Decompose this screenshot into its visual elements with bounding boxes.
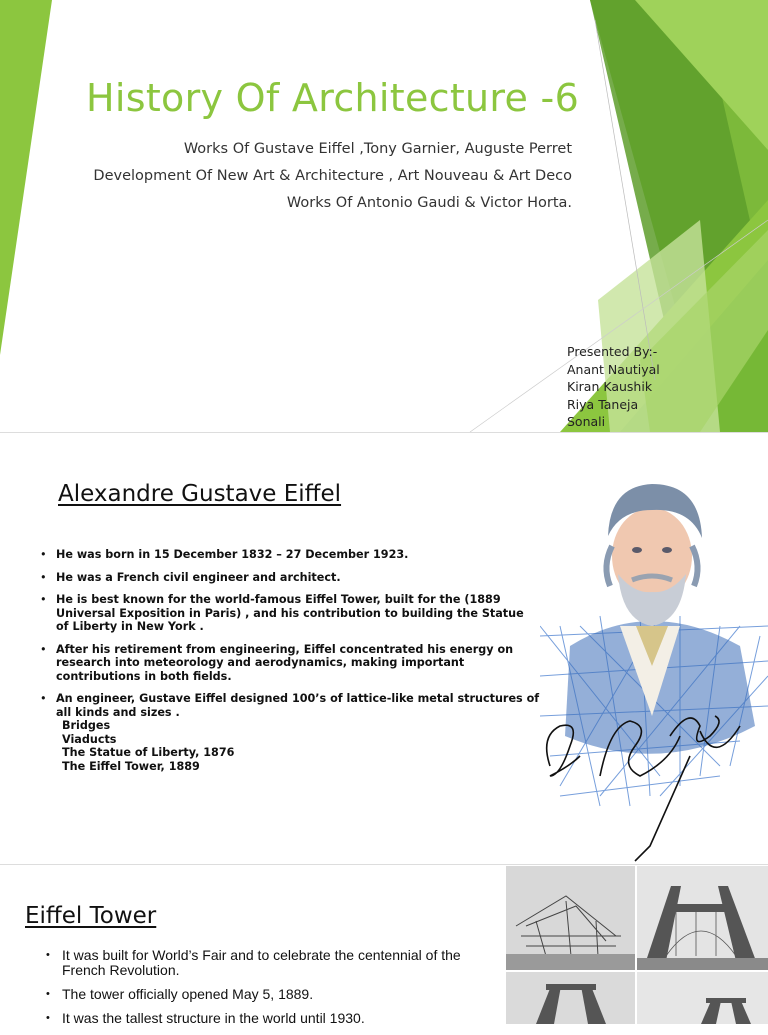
subtitle-line: Works Of Gustave Eiffel ,Tony Garnier, Auguste Perret <box>183 141 572 157</box>
presenter-name: Sonali <box>567 414 606 429</box>
gustave-eiffel-portrait <box>540 476 768 866</box>
structures-list <box>56 719 540 773</box>
presented-by-label: Presented By:- <box>567 344 658 359</box>
structure-item: The Eiffel Tower, 1889 <box>62 759 200 773</box>
slide-heading: Eiffel Tower <box>25 903 157 929</box>
tower-bullet-list <box>46 948 486 1035</box>
list-item: • He was born in 15 December 1832 – 27 December 1923. <box>40 548 540 562</box>
list-item: • It was built for World’s Fair and to celebrate the centennial of the French Revolution. <box>46 948 486 978</box>
slide-title: History Of Architecture -6 <box>86 76 580 120</box>
subtitle-line: Development Of New Art & Architecture , Art Nouveau & Art Deco <box>93 168 572 184</box>
presenters-block <box>567 343 660 431</box>
structure-item: The Statue of Liberty, 1876 <box>62 746 235 759</box>
list-item: • It was the tallest structure in the world until 1930. <box>46 1011 486 1026</box>
list-item: • He is best known for the world-famous Eiffel Tower, built for the (1889 Universal Exposition in Paris) , and his contribution to building the Statue of Liberty in New York . <box>40 593 540 634</box>
structure-item: Bridges <box>62 719 111 732</box>
list-item-text: An engineer, Gustave Eiffel designed 100’s of lattice-like metal structures of all kinds and sizes . <box>56 692 540 719</box>
list-item: • The tower officially opened May 5, 1889. <box>46 987 486 1002</box>
bio-bullet-list <box>40 548 540 782</box>
subtitle-line: Works Of Antonio Gaudi & Victor Horta. <box>286 195 572 211</box>
list-item: • After his retirement from engineering, Eiffel concentrated his energy on research into meteorology and aerodynamics, making important contributions in both fields. <box>40 643 540 684</box>
list-item <box>40 692 540 773</box>
list-item: • He was a French civil engineer and architect. <box>40 571 540 585</box>
structure-item: Viaducts <box>62 732 117 746</box>
eiffel-tower-construction-photos <box>506 866 768 1024</box>
presenter-name: Anant Nautiyal <box>567 361 660 377</box>
title-slide <box>0 0 768 432</box>
presenter-name: Riya Taneja <box>567 396 639 412</box>
presenter-name: Kiran Kaushik <box>567 379 653 394</box>
slide-heading: Alexandre Gustave Eiffel <box>58 481 342 507</box>
